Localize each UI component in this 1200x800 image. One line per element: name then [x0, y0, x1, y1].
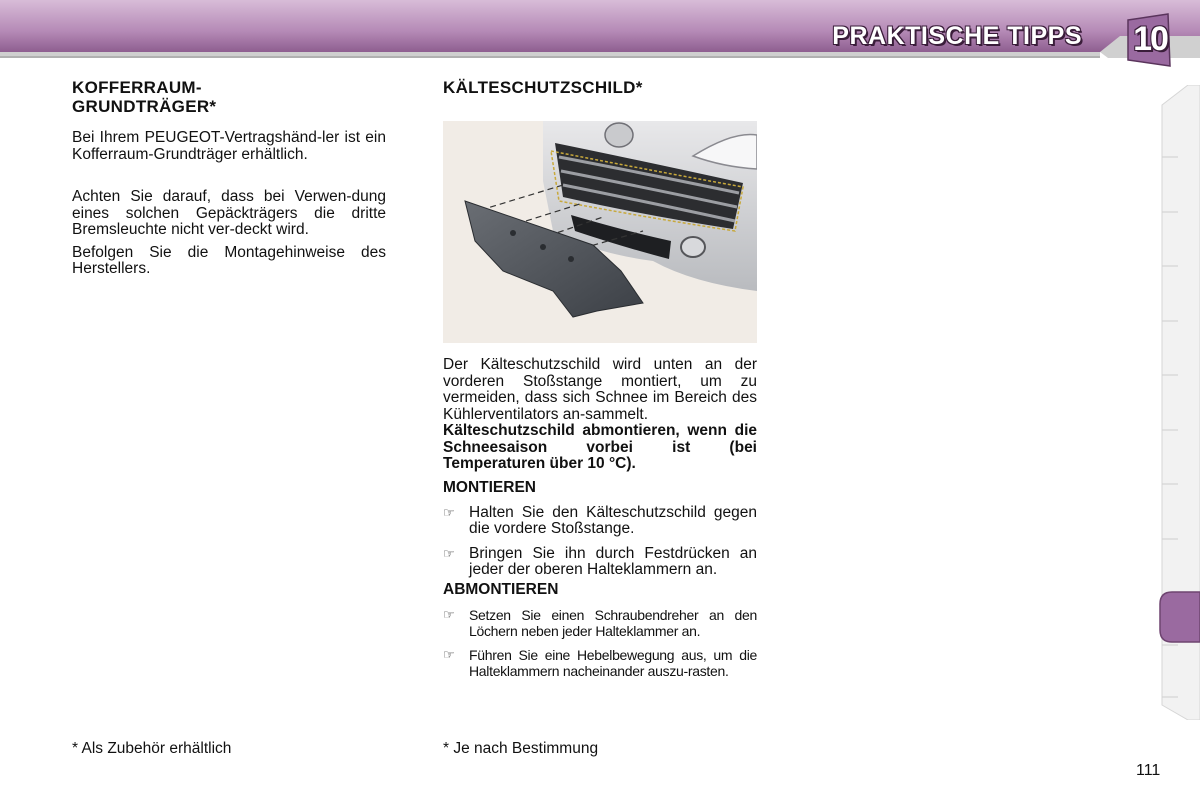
- paragraph-availability: Bei Ihrem PEUGEOT-Vertragshänd-ler ist ein Kofferraum-Grundträger erhältlich.: [72, 129, 386, 163]
- tab-active-chapter-10: [1160, 592, 1200, 642]
- paragraph-shield-purpose: Der Kälteschutzschild wird unten an der vorderen Stoßstange montiert, um zu vermeiden, dass sich Schnee im Bereich des Kühlerventilators an-sammelt.: [443, 356, 757, 423]
- paragraph-removal-note: Kälteschutzschild abmontieren, wenn die Schneesaison vorbei ist (bei Temperaturen über 10 °C).: [443, 422, 757, 472]
- chapter-tabs[interactable]: [1158, 85, 1200, 720]
- paragraph-brake-light: Achten Sie darauf, dass bei Verwen-dung eines solchen Gepäckträgers die dritte Bremsleuchte nicht ver-deckt wird.: [72, 188, 386, 238]
- list-item-mount-2: [443, 546, 757, 579]
- heading-mounting: MONTIEREN: [443, 478, 536, 496]
- paragraph-instructions: Befolgen Sie die Montagehinweise des Herstellers.: [72, 243, 386, 277]
- section-heading-roof-carrier: [72, 78, 386, 116]
- mount-step-text: Halten Sie den Kälteschutzschild gegen die vordere Stoßstange.: [469, 503, 757, 537]
- unmount-step-text: Setzen Sie einen Schraubendreher an den Löchern neben jeder Halteklammer an.: [469, 606, 757, 639]
- section-title: PRAKTISCHE TIPPS: [832, 22, 1082, 50]
- list-item-unmount-1: [443, 607, 757, 639]
- heading-unmounting: ABMONTIEREN: [443, 580, 559, 598]
- section-heading-cold-shield: KÄLTESCHUTZSCHILD*: [443, 78, 643, 97]
- heading-line-2: GRUNDTRÄGER*: [72, 97, 217, 116]
- middle-column: [443, 78, 757, 679]
- car-front-grille-icon: [443, 121, 757, 343]
- footnote-accessory: * Als Zubehör erhältlich: [72, 740, 232, 757]
- cold-shield-illustration: [443, 121, 757, 343]
- list-item-unmount-2: [443, 647, 757, 679]
- pointing-hand-icon: ☞: [443, 606, 455, 622]
- heading-line-1: KOFFERRAUM-: [72, 78, 202, 97]
- chapter-number: 10: [1133, 20, 1167, 58]
- left-column: [72, 78, 386, 278]
- pointing-hand-icon: ☞: [443, 646, 455, 662]
- page-number: 111: [1136, 762, 1161, 779]
- mount-step-text: Bringen Sie ihn durch Festdrücken an jeder der oberen Halteklammern an.: [469, 544, 757, 578]
- list-item-mount-1: [443, 505, 757, 538]
- footnote-destination: * Je nach Bestimmung: [443, 740, 599, 757]
- pointing-hand-icon: ☞: [443, 504, 455, 520]
- pointing-hand-icon: ☞: [443, 545, 455, 561]
- unmount-step-text: Führen Sie eine Hebelbewegung aus, um die Halteklammern nacheinander auszu-rasten.: [469, 646, 757, 679]
